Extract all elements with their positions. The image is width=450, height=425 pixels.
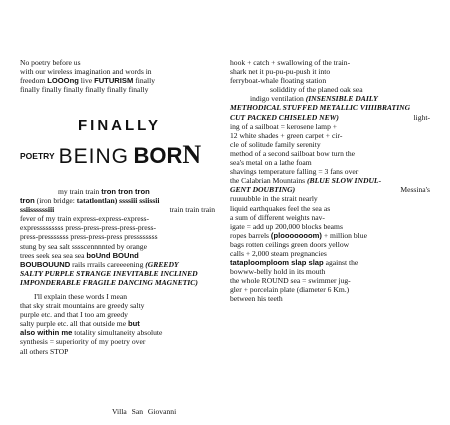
text: Messina's bbox=[400, 185, 430, 195]
text: with our wireless imagination and words in bbox=[20, 67, 152, 77]
explain-line-6 bbox=[20, 337, 215, 346]
train-line-2 bbox=[20, 196, 215, 205]
explain-line-1 bbox=[20, 292, 215, 301]
right-line-6 bbox=[230, 103, 430, 112]
text: GENT DOUBTING) bbox=[230, 185, 296, 195]
explain-line-7 bbox=[20, 347, 215, 356]
text: shark net it pu-pu-pu-push it into bbox=[230, 67, 331, 77]
poetry-being-born-heading bbox=[20, 140, 201, 170]
right-line-11 bbox=[230, 149, 430, 158]
right-line-27 bbox=[230, 294, 430, 303]
right-line-3 bbox=[230, 76, 430, 85]
left-column bbox=[20, 58, 215, 94]
train-line-3 bbox=[20, 205, 215, 214]
right-line-18 bbox=[230, 213, 430, 222]
text: method of a second sailboat bow turn the bbox=[230, 148, 356, 158]
text: 12 white shades + green carpet + cir- bbox=[230, 130, 343, 140]
text: shavings temperature falling = 3 fans over bbox=[230, 167, 359, 177]
text: a sum of different weights nav- bbox=[230, 212, 325, 222]
text: stung by sea salt sssscennnnted by orange bbox=[20, 241, 147, 251]
right-line-13 bbox=[230, 167, 430, 176]
signature: Villa San Giovanni bbox=[112, 407, 177, 416]
text: (BLUE SLOW INDUL- bbox=[306, 176, 382, 186]
right-line-22 bbox=[230, 249, 430, 258]
text: tataploomploom slap slap bbox=[230, 258, 324, 268]
text: cle of solitude family serenity bbox=[230, 139, 321, 149]
intro-line-2 bbox=[20, 67, 215, 76]
text: press-presssssss press-press-press pressssssss bbox=[20, 232, 158, 242]
being-word: BEING bbox=[58, 145, 129, 168]
text: + million blue bbox=[323, 230, 367, 240]
text: ssssiii ssiissii bbox=[119, 196, 160, 206]
right-line-26 bbox=[230, 285, 430, 294]
right-column bbox=[230, 58, 430, 304]
right-line-20 bbox=[230, 231, 430, 240]
text: the whole ROUND sea bbox=[230, 276, 301, 286]
train-line-8 bbox=[20, 251, 215, 260]
right-line-17 bbox=[230, 204, 430, 213]
right-line-16 bbox=[230, 194, 430, 203]
poetry-word: POETRY bbox=[20, 151, 55, 161]
text: ruuuubble in the strait nearly bbox=[230, 194, 318, 204]
text: CUT PACKED CHISELED NEW) bbox=[230, 112, 339, 122]
right-line-10 bbox=[230, 140, 430, 149]
right-line-7 bbox=[230, 113, 430, 122]
train-line-10 bbox=[20, 269, 215, 278]
text: IMPONDERABLE FRAGILE DANCING MAGNETIC) bbox=[20, 277, 198, 287]
text: between his teeth bbox=[230, 294, 283, 304]
text: (INSENSIBLE DAILY bbox=[305, 94, 378, 104]
text: indigo ventilation bbox=[250, 94, 304, 104]
text: (plooooooom) bbox=[270, 230, 322, 240]
text: finally finally finally finally finally finally bbox=[20, 85, 149, 95]
text: against the bbox=[325, 258, 359, 268]
right-line-4 bbox=[230, 85, 430, 94]
text: SALTY PURPLE STRANGE INEVITABLE INCLINED bbox=[20, 268, 198, 278]
text: but bbox=[127, 319, 140, 329]
text: finally bbox=[135, 76, 156, 86]
explain-line-5 bbox=[20, 328, 215, 337]
text: my train train bbox=[58, 187, 100, 196]
text: salty purple etc. all that outside me bbox=[20, 319, 127, 329]
text: tron tron tron bbox=[101, 187, 150, 196]
text: I'll explain these words I mean bbox=[34, 292, 128, 301]
text: purple etc. and that I too am greedy bbox=[20, 310, 128, 320]
right-line-1 bbox=[230, 58, 430, 67]
train-line-4 bbox=[20, 214, 215, 223]
text: ferryboat-whale floating station bbox=[230, 76, 327, 86]
text: hook + catch + swallowing of the train- bbox=[230, 58, 351, 67]
explain-line-3 bbox=[20, 310, 215, 319]
right-line-14 bbox=[230, 176, 430, 185]
text: boUnd BOUnd bbox=[86, 250, 139, 260]
train-line-9 bbox=[20, 260, 215, 269]
train-line-7 bbox=[20, 242, 215, 251]
right-line-8 bbox=[230, 122, 430, 131]
intro-line-1 bbox=[20, 58, 215, 67]
train-line-6 bbox=[20, 232, 215, 241]
train-line-5 bbox=[20, 223, 215, 232]
right-line-19 bbox=[230, 222, 430, 231]
text: METHODICAL STUFFED METALLIC VIIIIBRATING bbox=[230, 103, 411, 113]
right-line-12 bbox=[230, 158, 430, 167]
text: BOUBOUUND bbox=[20, 259, 71, 269]
right-line-25 bbox=[230, 276, 430, 285]
text: FUTURISM bbox=[94, 76, 134, 86]
text: live bbox=[80, 76, 93, 86]
text: ssiissssssiii bbox=[20, 205, 55, 215]
right-line-2 bbox=[230, 67, 430, 76]
text: the Calabrian Mountains bbox=[230, 176, 306, 186]
text: freedom bbox=[20, 76, 46, 86]
text: gler + porcelain plate (diameter 6 Km.) bbox=[230, 285, 350, 295]
text: trees seek sea sea sea bbox=[20, 250, 85, 260]
text: totality simultaneity absolute bbox=[74, 328, 163, 338]
text: liquid earthquakes feel the sea as bbox=[230, 203, 331, 213]
text: (iron bridge: bbox=[36, 196, 75, 206]
intro-line-4 bbox=[20, 85, 215, 94]
text: No poetry before us bbox=[20, 58, 81, 67]
bor-word: BOR bbox=[133, 143, 183, 168]
text: soliddity of the planed oak sea bbox=[270, 85, 363, 95]
text: LOOOng bbox=[47, 76, 79, 86]
right-line-15 bbox=[230, 185, 430, 194]
text: also within me bbox=[20, 328, 73, 338]
intro-line-3 bbox=[20, 76, 215, 85]
text: bowww-belly hold in its mouth bbox=[230, 267, 326, 277]
text: tron bbox=[20, 196, 35, 206]
right-line-23 bbox=[230, 258, 430, 267]
explain-line-4 bbox=[20, 319, 215, 328]
text: = swimmer jug- bbox=[302, 276, 351, 286]
text: rails rrrails careeeening bbox=[72, 259, 144, 269]
right-line-24 bbox=[230, 267, 430, 276]
text: bags rotten ceilings green doors yellow bbox=[230, 239, 350, 249]
train-line-1 bbox=[20, 187, 215, 196]
right-line-5 bbox=[230, 94, 430, 103]
train-stanza bbox=[20, 187, 215, 287]
text: ing of a sailboat = kerosene lamp + bbox=[230, 121, 338, 131]
text: ropes barrels bbox=[230, 230, 270, 240]
right-line-9 bbox=[230, 131, 430, 140]
text: igate = add up 200,000 blocks beams bbox=[230, 221, 343, 231]
n-letter: N bbox=[182, 140, 202, 169]
right-line-21 bbox=[230, 240, 430, 249]
text: fever of my train express-express-express- bbox=[20, 214, 150, 224]
text: that sky strait mountains are greedy salty bbox=[20, 301, 145, 311]
train-line-11 bbox=[20, 278, 215, 287]
finally-heading: FINALLY bbox=[78, 117, 161, 134]
explain-line-2 bbox=[20, 301, 215, 310]
text: sea's metal on a lathe foam bbox=[230, 158, 312, 168]
text: light- bbox=[413, 112, 430, 122]
text: calls + 2,000 steam pregnancies bbox=[230, 248, 327, 258]
text: synthesis = superiority of my poetry over bbox=[20, 337, 146, 347]
text: tatatlontlan) bbox=[76, 196, 118, 206]
text: all others STOP bbox=[20, 346, 69, 356]
text: (GREEDY bbox=[145, 259, 179, 269]
text: expresssssssss press-press-press-press-press- bbox=[20, 223, 157, 233]
explain-stanza bbox=[20, 292, 215, 356]
text: train train train bbox=[169, 205, 215, 215]
